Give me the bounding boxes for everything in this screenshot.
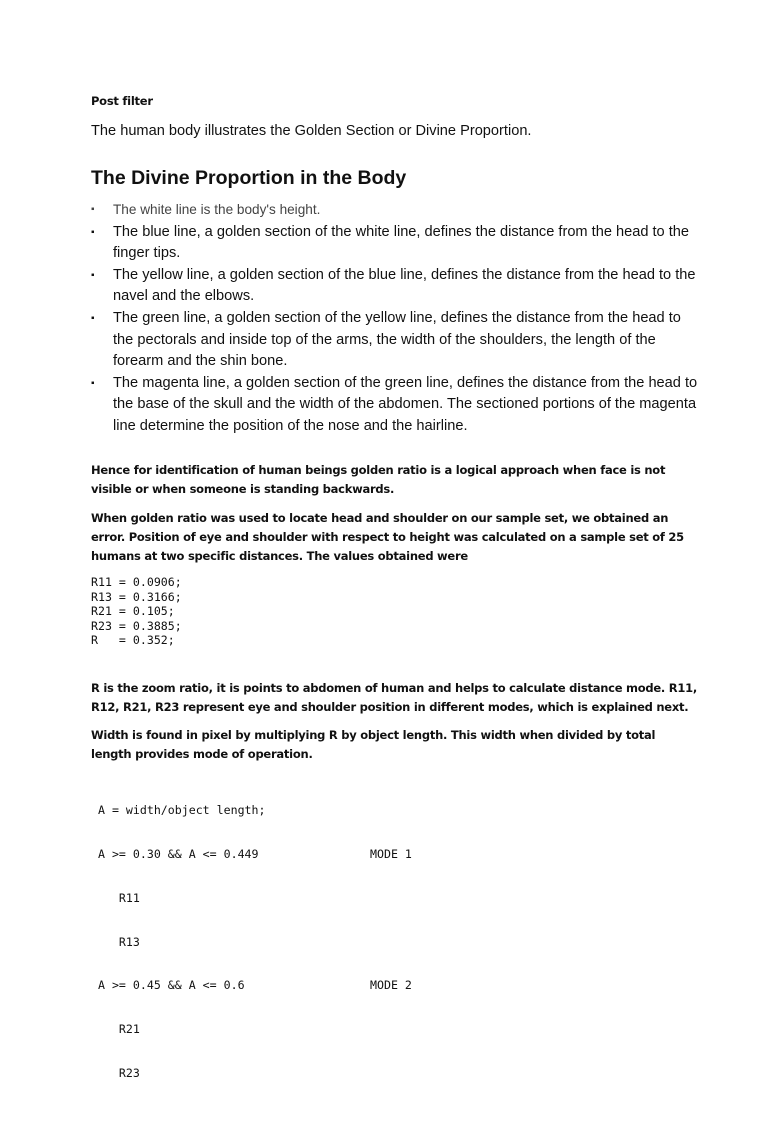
bullet-item-magenta-line (91, 373, 698, 438)
bullet-item-yellow-line (91, 265, 698, 308)
bullet-item-white-line (91, 199, 698, 221)
section-title: The Divine Proportion in the Body (91, 167, 407, 189)
code-line: R11 = 0.0906; (91, 575, 182, 589)
code-row (91, 847, 698, 862)
code-mode-label: MODE 2 (370, 978, 412, 993)
code-expression: A >= 0.45 && A <= 0.6 (91, 978, 245, 993)
bullet-marker-icon: ▪ (91, 269, 95, 281)
code-row (91, 891, 698, 906)
bullet-text: The yellow line, a golden section of the blue line, defines the distance from the head to the navel and the elbows. (113, 266, 696, 305)
code-line: R21 = 0.105; (91, 604, 175, 619)
mode-code-block (91, 774, 698, 1110)
code-expression: R11 (91, 890, 140, 905)
bullet-marker-icon: ▪ (91, 312, 95, 324)
code-line: R = 0.352; (91, 633, 175, 648)
paragraph-width: Width is found in pixel by multiplying R by object length. This width when divided by total length provides mode of operation. (91, 728, 656, 761)
paragraph-hence: Hence for identification of human beings golden ratio is a logical approach when face is not visible or when someone is standing backwards. (91, 463, 666, 496)
bullet-item-blue-line (91, 222, 698, 265)
code-expression: R23 (91, 1065, 140, 1080)
code-expression: A = width/object length; (91, 803, 266, 818)
bullet-text: The magenta line, a golden section of the green line, defines the distance from the head to the base of the skull and the width of the abdomen. The sectioned portions of the magenta line determine the position of the nose and the hairline. (113, 374, 698, 434)
bullet-marker-icon: ▪ (91, 377, 95, 389)
code-expression: A >= 0.30 && A <= 0.449 (91, 846, 259, 861)
bullet-text: The green line, a golden section of the yellow line, defines the distance from the head to the pectorals and inside top of the arms, the width of the shoulders, the length of the forearm and the shin bone. (113, 309, 681, 370)
code-row (91, 978, 698, 993)
bullet-list (91, 199, 698, 438)
code-expression: R21 (91, 1022, 140, 1037)
paragraph-zoom: R is the zoom ratio, it is points to abdomen of human and helps to calculate distance mode. R11, R12, R21, R23 represent eye and shoulder position in different modes, which is explained next. (91, 681, 698, 714)
values-code-block (91, 575, 698, 648)
paragraph-when: When golden ratio was used to locate head and shoulder on our sample set, we obtained an error. Position of eye and shoulder with respect to height was calculated on a sample set of 25 humans at two specific distances. The values obtained were (91, 511, 684, 563)
code-mode-label: MODE 1 (370, 846, 412, 861)
code-row (91, 935, 698, 950)
code-row (91, 803, 698, 818)
bullet-marker-icon: ▪ (91, 204, 95, 215)
bullet-text: The blue line, a golden section of the white line, defines the distance from the head to the finger tips. (113, 223, 690, 262)
code-line: R13 = 0.3166; (91, 589, 182, 604)
intro-sentence: The human body illustrates the Golden Section or Divine Proportion. (91, 123, 532, 139)
code-row (91, 1022, 698, 1037)
bullet-text: The white line is the body's height. (113, 202, 321, 217)
code-line: R23 = 0.3885; (91, 618, 182, 633)
code-expression: R13 (91, 934, 140, 949)
code-row (91, 1066, 698, 1081)
bullet-item-green-line (91, 308, 698, 373)
bullet-marker-icon: ▪ (91, 226, 95, 238)
post-filter-heading: Post filter (91, 94, 153, 108)
